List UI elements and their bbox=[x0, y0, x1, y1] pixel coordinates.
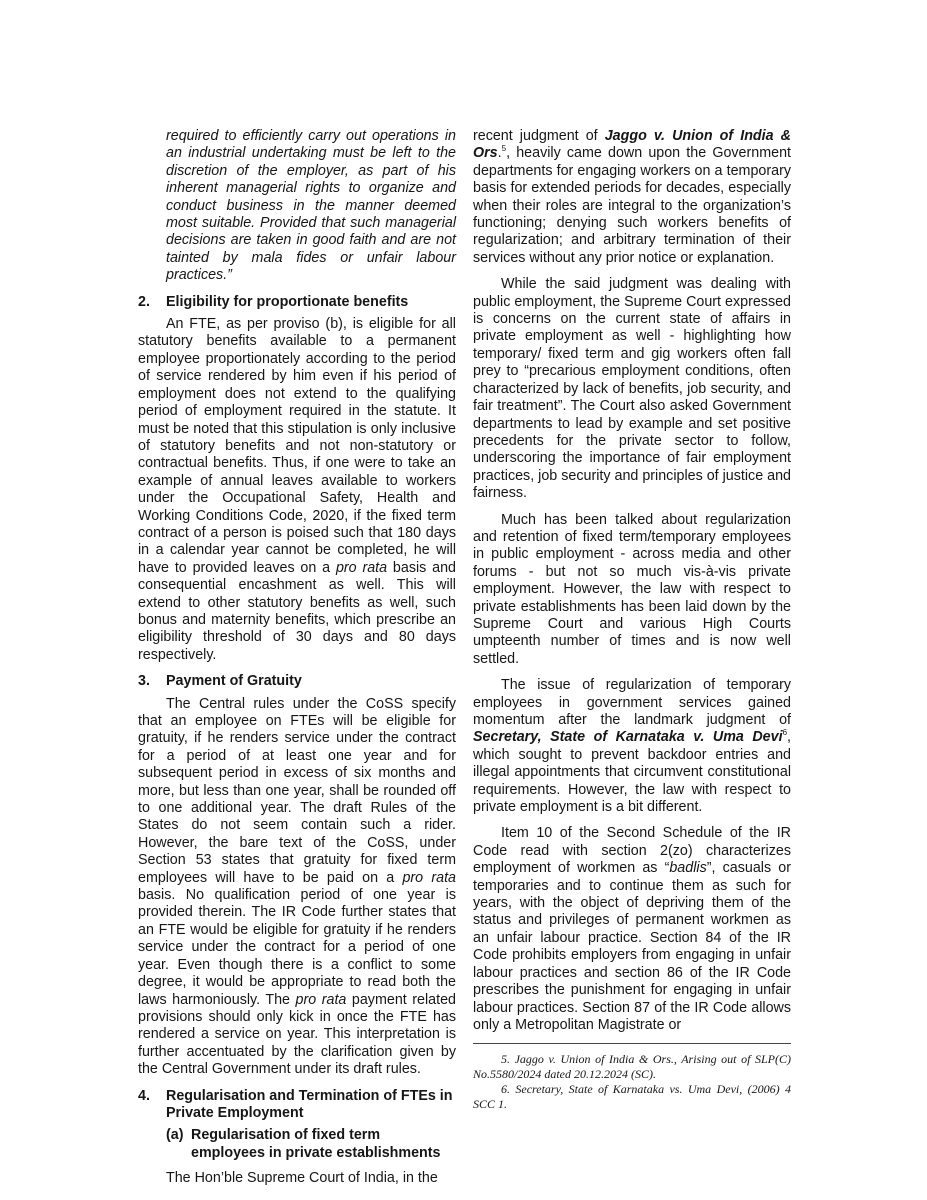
footnote-ref: 6 bbox=[782, 728, 788, 738]
text-run: , heavily came down upon the Government departments for engaging workers on a temporary basis for extended periods for decades, especially when their roles are integral to the organization’s functioning; denying such workers benefits of regularization; and arbitrary termination of their services without any prior notice or explanation. bbox=[473, 145, 791, 266]
paragraph: The Hon’ble Supreme Court of India, in the bbox=[166, 1170, 438, 1187]
right-column bbox=[473, 128, 791, 1112]
section-title: Payment of Gratuity bbox=[166, 673, 302, 690]
section-number: 2. bbox=[138, 293, 150, 310]
text-run: recent judgment of bbox=[473, 128, 605, 144]
paragraph: Much has been talked about regularization and retention of fixed term/temporary employees in public employment - across media and other forums - but not so much vis-à-vis private employment. However, the law with respect to private establishments has been laid down by the Supreme Court and various High Courts umpteenth number of times and is now well settled. bbox=[473, 511, 791, 667]
subsection-heading-a bbox=[166, 1127, 456, 1162]
text-run: The issue of regularization of temporary employees in government services gained momentum after the landmark judgment of bbox=[473, 677, 791, 728]
text-run: . bbox=[497, 145, 502, 162]
footnote-5: 5. Jaggo v. Union of India & Ors., Arising out of SLP(C) No.5580/2024 dated 20.12.2024 (SC). bbox=[473, 1052, 791, 1082]
section-heading-2 bbox=[138, 294, 456, 311]
section-heading-3 bbox=[138, 673, 456, 690]
text-run: Item 10 of the Second Schedule of the IR Code read with section 2(zo) characterizes employment of workmen as “ bbox=[473, 825, 791, 877]
text-run: An FTE, as per proviso (b), is eligible for all statutory benefits available to a permanent employee proportionately according to the period of service rendered by him even if his period of employment does not extend to the qualifying period of employment required in the statute. It must be noted that this stipulation is only inclusive of statutory benefits and not non-statutory or contractual benefits. Thus, if one were to take an example of annual leaves available to workers under the Occupational Safety, Health and Working Conditions Code, 2020, if the fixed term contract of a person is poised such that 180 days in a calendar year cannot be completed, he will have to provided leaves on a bbox=[138, 316, 456, 576]
italic-term: pro rata bbox=[402, 869, 456, 886]
subsection-title: Regularisation of fixed term employees in private establishments bbox=[191, 1127, 441, 1161]
text-run: , which sought to prevent backdoor entries and illegal appointments that circumvent constitutional requirements. However, the law with respect to private employment is a bit different. bbox=[473, 729, 791, 816]
text-run: ”, casuals or temporaries and to continue them as such for years, with the object of depriving them of the status and privileges of permanent workmen as an unfair labour practice. Section 84 of the IR Code prohibits employers from engaging in unfair labour practices and section 86 of the IR Code prescribes the punishment for engaging in unfair labour practices. Section 87 of the IR Code allows only a Metropolitan Magistrate or bbox=[473, 860, 791, 1033]
section-title: Regularisation and Termination of FTEs in Private Employment bbox=[166, 1087, 453, 1121]
paragraph bbox=[473, 825, 791, 1034]
footnote-ref: 5 bbox=[501, 144, 507, 154]
case-name: Secretary, State of Karnataka v. Uma Devi bbox=[473, 729, 783, 746]
paragraph: While the said judgment was dealing with public employment, the Supreme Court expressed is concerns on the current state of affairs in private employment as well - highlighting how temporary/ fixed term and gig workers often fall prey to “precarious employment conditions, often characterized by lack of benefits, job security, and fair treatment”. The Court also asked Government departments to lead by example and set positive precedents for the private sector to follow, underscoring the importance of fair employment practices, job security and principles of justice and fairness. bbox=[473, 276, 791, 502]
text-run: basis and consequential encashment as well. This will extend to other statutory benefits as well, such bonus and maternity benefits, which prescribe an eligibility threshold of 30 days and 80 days respectively. bbox=[138, 559, 456, 663]
text-run: basis. No qualification period of one year is provided therein. The IR Code further states that an FTE would be eligible for gratuity if he renders service under the contract for a period of one year. Even though there is a conflict to some degree, it would be appropriate to read both the laws harmoniously. The bbox=[138, 887, 456, 1008]
paragraph bbox=[473, 128, 791, 267]
paragraph bbox=[473, 677, 791, 816]
paragraph bbox=[138, 696, 456, 1079]
section-number: 3. bbox=[138, 673, 150, 690]
section-number: 4. bbox=[138, 1087, 150, 1104]
text-run: The Central rules under the CoSS specify that an employee on FTEs will be eligible for gratuity, if he renders service under the contract for a period of at least one year and for subsequent period in excess of six months and more, but less than one year, shall be rounded off to one additional year. The draft Rules of the States do not seem contain such a rider. However, the bare text of the CoSS, under Section 53 states that gratuity for fixed term employees will have to be paid on a bbox=[138, 695, 456, 886]
left-column bbox=[138, 128, 456, 1197]
italic-term: pro rata bbox=[295, 991, 347, 1008]
section-title: Eligibility for proportionate benefits bbox=[166, 293, 409, 310]
case-name: Jaggo v. Union of India & Ors bbox=[473, 128, 791, 162]
footnote-separator bbox=[473, 1043, 791, 1044]
quoted-proviso: required to efficiently carry out operations in an industrial undertaking must be left to the discretion of the employer, as part of his inherent managerial rights to organize and conduct business in the manner deemed most suitable. Provided that such managerial decisions are taken in good faith and are not tainted by mala fides or unfair labour practices.” bbox=[166, 128, 456, 284]
subsection-label: (a) bbox=[166, 1127, 184, 1144]
paragraph bbox=[138, 316, 456, 664]
footnote-6: 6. Secretary, State of Karnataka vs. Uma Devi, (2006) 4 SCC 1. bbox=[473, 1082, 791, 1112]
italic-term: pro rata bbox=[335, 559, 388, 576]
section-heading-4 bbox=[138, 1088, 456, 1123]
text-run: payment related provisions should only kick in once the FTE has rendered a service on year. This interpretation is further accentuated by the clarification given by the Central Government under its draft rules. bbox=[138, 991, 456, 1078]
italic-term: badlis bbox=[669, 860, 707, 877]
